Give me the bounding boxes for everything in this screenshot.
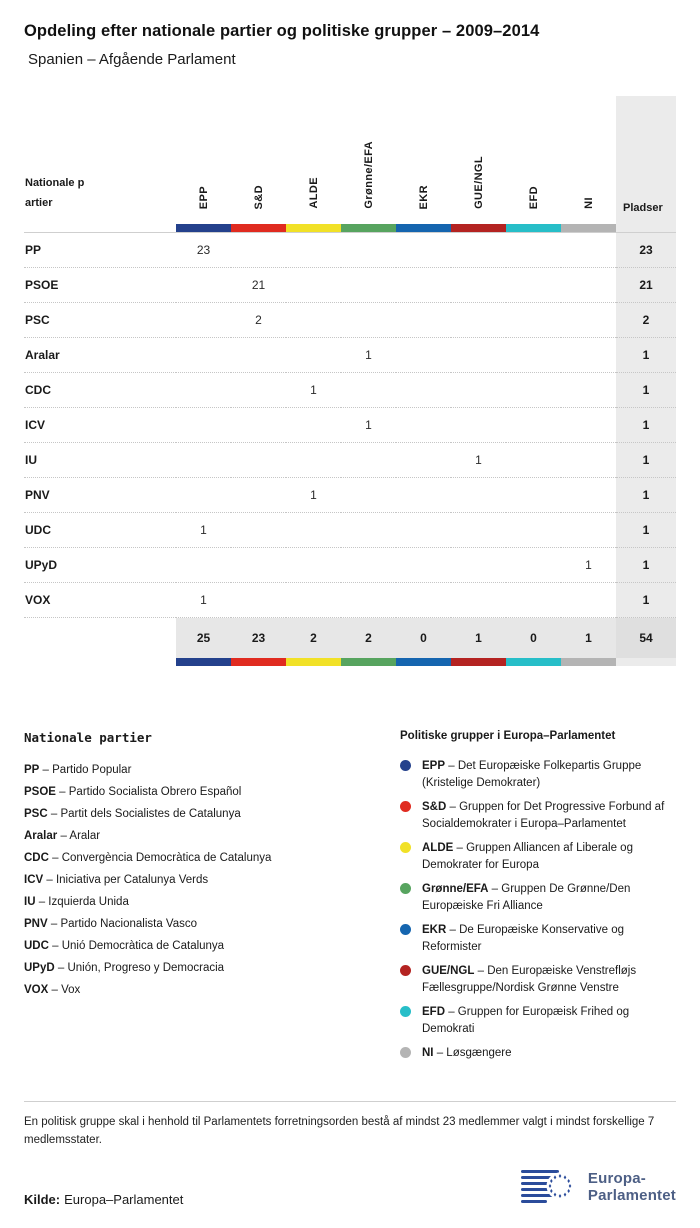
group-color-bar-row: [24, 224, 676, 233]
seat-value-epp: [176, 268, 231, 303]
group-color-dot: [400, 1047, 411, 1058]
seat-value-alde: [286, 338, 341, 373]
seat-value-efd: [506, 373, 561, 408]
seat-value-ekr: [396, 373, 451, 408]
group-color-dot: [400, 1006, 411, 1017]
group-color-bar-s-d: [231, 224, 286, 233]
row-header-label: Nationale partier: [25, 177, 85, 210]
seat-value-ni: [561, 338, 616, 373]
table-row-iu: [24, 443, 676, 478]
party-full-name: Partido Nacionalista Vasco: [60, 917, 198, 930]
seat-value-ekr: [396, 513, 451, 548]
seat-value-ni: [561, 408, 616, 443]
seat-value-gue-ngl: [451, 268, 506, 303]
national-parties-legend-list: [24, 759, 376, 1001]
seat-value-epp: [176, 373, 231, 408]
seat-value-gue-ngl: [451, 408, 506, 443]
party-code: PSOE: [24, 785, 56, 798]
logo-line-1: Europa-: [587, 1170, 646, 1188]
party-name: IU: [24, 443, 176, 478]
seat-value-ni: 1: [561, 548, 616, 583]
group-header-gue-ngl: [451, 96, 506, 224]
party-name: PNV: [24, 478, 176, 513]
legend-section: [24, 730, 676, 1069]
group-legend-item-ni: NI – Løsgængere: [400, 1045, 676, 1062]
seat-value-ni: [561, 268, 616, 303]
totals-row: [24, 618, 676, 658]
group-total-ni: 1: [561, 618, 616, 658]
party-code: IU: [24, 895, 36, 908]
row-seats-total: 1: [616, 443, 676, 478]
seat-value-gr-nne-efa: [341, 513, 396, 548]
row-seats-total: 1: [616, 338, 676, 373]
footer: [24, 1167, 676, 1207]
table-row-upyd: [24, 548, 676, 583]
table-row-aralar: [24, 338, 676, 373]
group-header-s-d: [231, 96, 286, 224]
seat-value-ni: [561, 478, 616, 513]
table-row-icv: [24, 408, 676, 443]
group-full-name: De Europæiske Konservative og Reformister: [422, 923, 624, 953]
group-color-dot: [400, 883, 411, 894]
group-color-bar-ekr: [396, 224, 451, 233]
party-code: Aralar: [24, 829, 58, 842]
seat-value-gr-nne-efa: [341, 548, 396, 583]
seat-value-ekr: [396, 303, 451, 338]
seat-value-ni: [561, 443, 616, 478]
party-legend-item-psc: PSC – Partit dels Socialistes de Catalunya: [24, 807, 241, 820]
seat-value-s-d: [231, 373, 286, 408]
group-full-name: Gruppen for Det Progressive Forbund af Socialdemokrater i Europa–Parlamentet: [422, 800, 665, 830]
seat-value-alde: 1: [286, 478, 341, 513]
group-total-ekr: 0: [396, 618, 451, 658]
group-full-name: Løsgængere: [446, 1046, 512, 1059]
party-name: PP: [24, 233, 176, 268]
party-code: PSC: [24, 807, 48, 820]
party-full-name: Unió Democràtica de Catalunya: [61, 939, 225, 952]
group-color-bar-ekr: [396, 658, 451, 666]
party-legend-item-vox: VOX – Vox: [24, 983, 81, 996]
group-code: EPP: [422, 759, 446, 772]
party-code: UPyD: [24, 961, 55, 974]
seat-value-gr-nne-efa: [341, 303, 396, 338]
seat-value-gr-nne-efa: 1: [341, 408, 396, 443]
seat-value-epp: [176, 443, 231, 478]
party-legend-item-udc: UDC – Unió Democràtica de Catalunya: [24, 939, 225, 952]
group-color-dot: [400, 965, 411, 976]
party-legend-item-iu: IU – Izquierda Unida: [24, 895, 129, 908]
seat-value-alde: [286, 233, 341, 268]
group-total-gr-nne-efa: 2: [341, 618, 396, 658]
footnote: [24, 1101, 676, 1150]
seat-value-ekr: [396, 548, 451, 583]
national-parties-legend-title: Nationale partier: [24, 729, 152, 745]
seat-value-ekr: [396, 583, 451, 618]
seat-value-gue-ngl: [451, 233, 506, 268]
national-parties-legend: [24, 730, 400, 1069]
party-name: CDC: [24, 373, 176, 408]
seat-value-gue-ngl: [451, 548, 506, 583]
grand-total: 54: [616, 618, 676, 658]
political-groups-legend-list: [400, 758, 676, 1062]
group-color-dot: [400, 924, 411, 935]
party-full-name: Aralar: [69, 829, 101, 842]
seat-value-gr-nne-efa: [341, 478, 396, 513]
table-row-vox: [24, 583, 676, 618]
seat-value-s-d: 21: [231, 268, 286, 303]
group-code: EFD: [422, 1005, 445, 1018]
group-header-label: EFD: [527, 185, 540, 209]
group-total-s-d: 23: [231, 618, 286, 658]
group-legend-item-gue-ngl: GUE/NGL – Den Europæiske Venstrefløjs Fællesgruppe/Nordisk Grønne Venstre: [400, 963, 676, 997]
totals-row-spacer: [24, 618, 176, 658]
group-code: Grønne/EFA: [422, 882, 489, 895]
seat-value-s-d: [231, 513, 286, 548]
group-color-bar-gr-nne-efa: [341, 658, 396, 666]
row-header-cell: [24, 96, 176, 224]
group-header-gr-nne-efa: [341, 96, 396, 224]
seats-table: [24, 96, 676, 666]
row-seats-total: 1: [616, 583, 676, 618]
group-header-label: EKR: [417, 184, 430, 209]
party-name: ICV: [24, 408, 176, 443]
group-full-name: Det Europæiske Folkepartis Gruppe (Kristelige Demokrater): [422, 759, 642, 789]
party-code: CDC: [24, 851, 49, 864]
party-code: ICV: [24, 873, 44, 886]
seat-value-gr-nne-efa: 1: [341, 338, 396, 373]
seat-value-gue-ngl: [451, 373, 506, 408]
footnote-text: En politisk gruppe skal i henhold til Parlamentets forretningsorden bestå af mindst 23 medlemmer valgt i mindst forskellige 7 medlemsstater.: [24, 1115, 655, 1146]
seat-value-alde: [286, 268, 341, 303]
seat-value-alde: [286, 548, 341, 583]
group-color-dot: [400, 760, 411, 771]
seat-value-efd: [506, 478, 561, 513]
table-row-udc: [24, 513, 676, 548]
logo-text: [588, 1170, 676, 1205]
group-legend-item-epp: EPP – Det Europæiske Folkepartis Gruppe (Kristelige Demokrater): [400, 758, 676, 792]
seat-value-alde: [286, 443, 341, 478]
group-color-dot: [400, 842, 411, 853]
seat-value-gue-ngl: 1: [451, 443, 506, 478]
seat-value-gr-nne-efa: [341, 268, 396, 303]
seat-value-ekr: [396, 408, 451, 443]
seat-value-gue-ngl: [451, 303, 506, 338]
seat-value-efd: [506, 513, 561, 548]
group-header-efd: [506, 96, 561, 224]
group-full-name: Gruppen Alliancen af Liberale og Demokrater for Europa: [422, 841, 633, 871]
seat-value-s-d: [231, 338, 286, 373]
group-color-bar-ni: [561, 658, 616, 666]
seat-value-epp: 1: [176, 513, 231, 548]
seat-value-alde: [286, 583, 341, 618]
europa-parlamentet-logo: [520, 1167, 676, 1207]
seat-value-efd: [506, 583, 561, 618]
seat-value-s-d: 2: [231, 303, 286, 338]
seat-value-gue-ngl: [451, 513, 506, 548]
row-seats-total: 2: [616, 303, 676, 338]
seat-value-ni: [561, 513, 616, 548]
party-full-name: Partit dels Socialistes de Catalunya: [60, 807, 241, 820]
group-color-dot: [400, 801, 411, 812]
group-color-bar-epp: [176, 224, 231, 233]
group-code: S&D: [422, 800, 447, 813]
seat-value-efd: [506, 268, 561, 303]
group-color-bar-alde: [286, 658, 341, 666]
row-seats-total: 23: [616, 233, 676, 268]
group-legend-item-s-d: S&D – Gruppen for Det Progressive Forbund af Socialdemokrater i Europa–Parlamentet: [400, 799, 676, 833]
group-total-gue-ngl: 1: [451, 618, 506, 658]
seat-value-efd: [506, 338, 561, 373]
seat-value-ekr: [396, 268, 451, 303]
group-legend-item-alde: ALDE – Gruppen Alliancen af Liberale og Demokrater for Europa: [400, 840, 676, 874]
seats-header-cell: [616, 96, 676, 224]
page-subtitle: Spanien – Afgående Parlament: [28, 51, 236, 68]
group-header-label: EPP: [197, 185, 210, 209]
seat-value-alde: 1: [286, 373, 341, 408]
seat-value-gue-ngl: [451, 583, 506, 618]
group-header-label: S&D: [252, 184, 265, 209]
seats-header-label: Pladser: [623, 202, 663, 214]
group-color-bar-efd: [506, 658, 561, 666]
seat-value-epp: [176, 303, 231, 338]
group-full-name: Gruppen for Europæisk Frihed og Demokrati: [422, 1005, 630, 1035]
group-legend-item-gr-nne-efa: Grønne/EFA – Gruppen De Grønne/Den Europæiske Fri Alliance: [400, 881, 676, 915]
seat-value-gr-nne-efa: [341, 373, 396, 408]
party-legend-item-psoe: PSOE – Partido Socialista Obrero Español: [24, 785, 242, 798]
table-row-psoe: [24, 268, 676, 303]
party-name: Aralar: [24, 338, 176, 373]
seat-value-ni: [561, 303, 616, 338]
table-header-row: [24, 96, 676, 224]
group-color-bar-alde: [286, 224, 341, 233]
political-groups-legend: [400, 730, 676, 1069]
table-row-cdc: [24, 373, 676, 408]
seat-value-alde: [286, 513, 341, 548]
table-row-pnv: [24, 478, 676, 513]
seat-value-efd: [506, 443, 561, 478]
table-row-psc: [24, 303, 676, 338]
row-seats-total: 21: [616, 268, 676, 303]
party-name: UPyD: [24, 548, 176, 583]
row-seats-total: 1: [616, 548, 676, 583]
party-full-name: Unión, Progreso y Democracia: [67, 961, 225, 974]
party-name: PSOE: [24, 268, 176, 303]
party-full-name: Izquierda Unida: [48, 895, 129, 908]
seat-value-ni: [561, 373, 616, 408]
seat-value-ni: [561, 233, 616, 268]
group-header-ni: [561, 96, 616, 224]
seat-value-s-d: [231, 408, 286, 443]
group-header-epp: [176, 96, 231, 224]
party-legend-item-pnv: PNV – Partido Nacionalista Vasco: [24, 917, 198, 930]
seat-value-epp: [176, 338, 231, 373]
seat-value-ekr: [396, 443, 451, 478]
group-color-bar-efd: [506, 224, 561, 233]
bar-row-spacer: [24, 658, 176, 666]
party-name: UDC: [24, 513, 176, 548]
seat-value-epp: [176, 408, 231, 443]
group-full-name: Den Europæiske Venstrefløjs Fællesgruppe/Nordisk Grønne Venstre: [422, 964, 637, 994]
group-color-bar-s-d: [231, 658, 286, 666]
seat-value-alde: [286, 408, 341, 443]
party-legend-item-upyd: UPyD – Unión, Progreso y Democracia: [24, 961, 225, 974]
row-seats-total: 1: [616, 513, 676, 548]
party-full-name: Vox: [61, 983, 81, 996]
eu-parliament-logo-icon: [520, 1167, 580, 1207]
seat-value-efd: [506, 408, 561, 443]
party-full-name: Iniciativa per Catalunya Verds: [55, 873, 209, 886]
party-legend-item-icv: ICV – Iniciativa per Catalunya Verds: [24, 873, 209, 886]
seat-value-s-d: [231, 548, 286, 583]
seat-value-ekr: [396, 338, 451, 373]
seat-value-s-d: [231, 478, 286, 513]
seat-value-gue-ngl: [451, 478, 506, 513]
seat-value-s-d: [231, 443, 286, 478]
seat-value-epp: 1: [176, 583, 231, 618]
seat-value-s-d: [231, 233, 286, 268]
seat-value-alde: [286, 303, 341, 338]
group-total-epp: 25: [176, 618, 231, 658]
group-color-bar-epp: [176, 658, 231, 666]
party-full-name: Partido Popular: [52, 763, 132, 776]
party-legend-item-aralar: Aralar – Aralar: [24, 829, 101, 842]
seat-value-gue-ngl: [451, 338, 506, 373]
seat-value-s-d: [231, 583, 286, 618]
group-code: NI: [422, 1046, 434, 1059]
party-code: VOX: [24, 983, 49, 996]
party-code: PNV: [24, 917, 48, 930]
group-color-bar-gr-nne-efa: [341, 224, 396, 233]
seat-value-gr-nne-efa: [341, 583, 396, 618]
party-code: UDC: [24, 939, 49, 952]
group-legend-item-ekr: EKR – De Europæiske Konservative og Reformister: [400, 922, 676, 956]
group-color-bar-ni: [561, 224, 616, 233]
group-color-bar-gue-ngl: [451, 224, 506, 233]
party-name: VOX: [24, 583, 176, 618]
source-value: Europa–Parlamentet: [64, 1192, 184, 1208]
table-row-pp: [24, 233, 676, 268]
group-header-label: Grønne/EFA: [362, 141, 375, 209]
seat-value-efd: [506, 233, 561, 268]
party-name: PSC: [24, 303, 176, 338]
group-legend-item-efd: EFD – Gruppen for Europæisk Frihed og Demokrati: [400, 1004, 676, 1038]
party-code: PP: [24, 763, 40, 776]
group-total-alde: 2: [286, 618, 341, 658]
group-header-label: ALDE: [307, 177, 320, 209]
seat-value-epp: 23: [176, 233, 231, 268]
party-legend-item-pp: PP – Partido Popular: [24, 763, 132, 776]
group-code: ALDE: [422, 841, 454, 854]
seat-value-ekr: [396, 233, 451, 268]
party-legend-item-cdc: CDC – Convergència Democràtica de Catalunya: [24, 851, 272, 864]
group-header-alde: [286, 96, 341, 224]
group-full-name: Gruppen De Grønne/Den Europæiske Fri Alliance: [422, 882, 631, 912]
group-color-bar-gue-ngl: [451, 658, 506, 666]
bar-row-seats-cell: [616, 224, 676, 233]
bar-row-spacer: [24, 224, 176, 233]
seat-value-efd: [506, 548, 561, 583]
group-total-efd: 0: [506, 618, 561, 658]
party-full-name: Partido Socialista Obrero Español: [68, 785, 242, 798]
row-seats-total: 1: [616, 408, 676, 443]
logo-line-2: Parlamentet: [587, 1187, 676, 1205]
row-seats-total: 1: [616, 478, 676, 513]
seat-value-epp: [176, 548, 231, 583]
seat-value-ni: [561, 583, 616, 618]
group-header-label: GUE/NGL: [472, 156, 485, 209]
seat-value-gr-nne-efa: [341, 233, 396, 268]
seat-value-gr-nne-efa: [341, 443, 396, 478]
party-full-name: Convergència Democràtica de Catalunya: [61, 851, 272, 864]
row-seats-total: 1: [616, 373, 676, 408]
group-header-ekr: [396, 96, 451, 224]
group-color-bar-row-bottom: [24, 658, 676, 666]
group-header-label: NI: [582, 197, 595, 209]
page-title: Opdeling efter nationale partier og politiske grupper – 2009–2014: [24, 22, 540, 40]
group-code: EKR: [422, 923, 447, 936]
source-label: Kilde:: [24, 1192, 61, 1208]
political-groups-legend-title: Politiske grupper i Europa–Parlamentet: [400, 729, 616, 742]
seat-value-efd: [506, 303, 561, 338]
seat-value-ekr: [396, 478, 451, 513]
source: [24, 1192, 183, 1207]
seat-value-epp: [176, 478, 231, 513]
bar-row-seats-cell: [616, 658, 676, 666]
group-code: GUE/NGL: [422, 964, 475, 977]
